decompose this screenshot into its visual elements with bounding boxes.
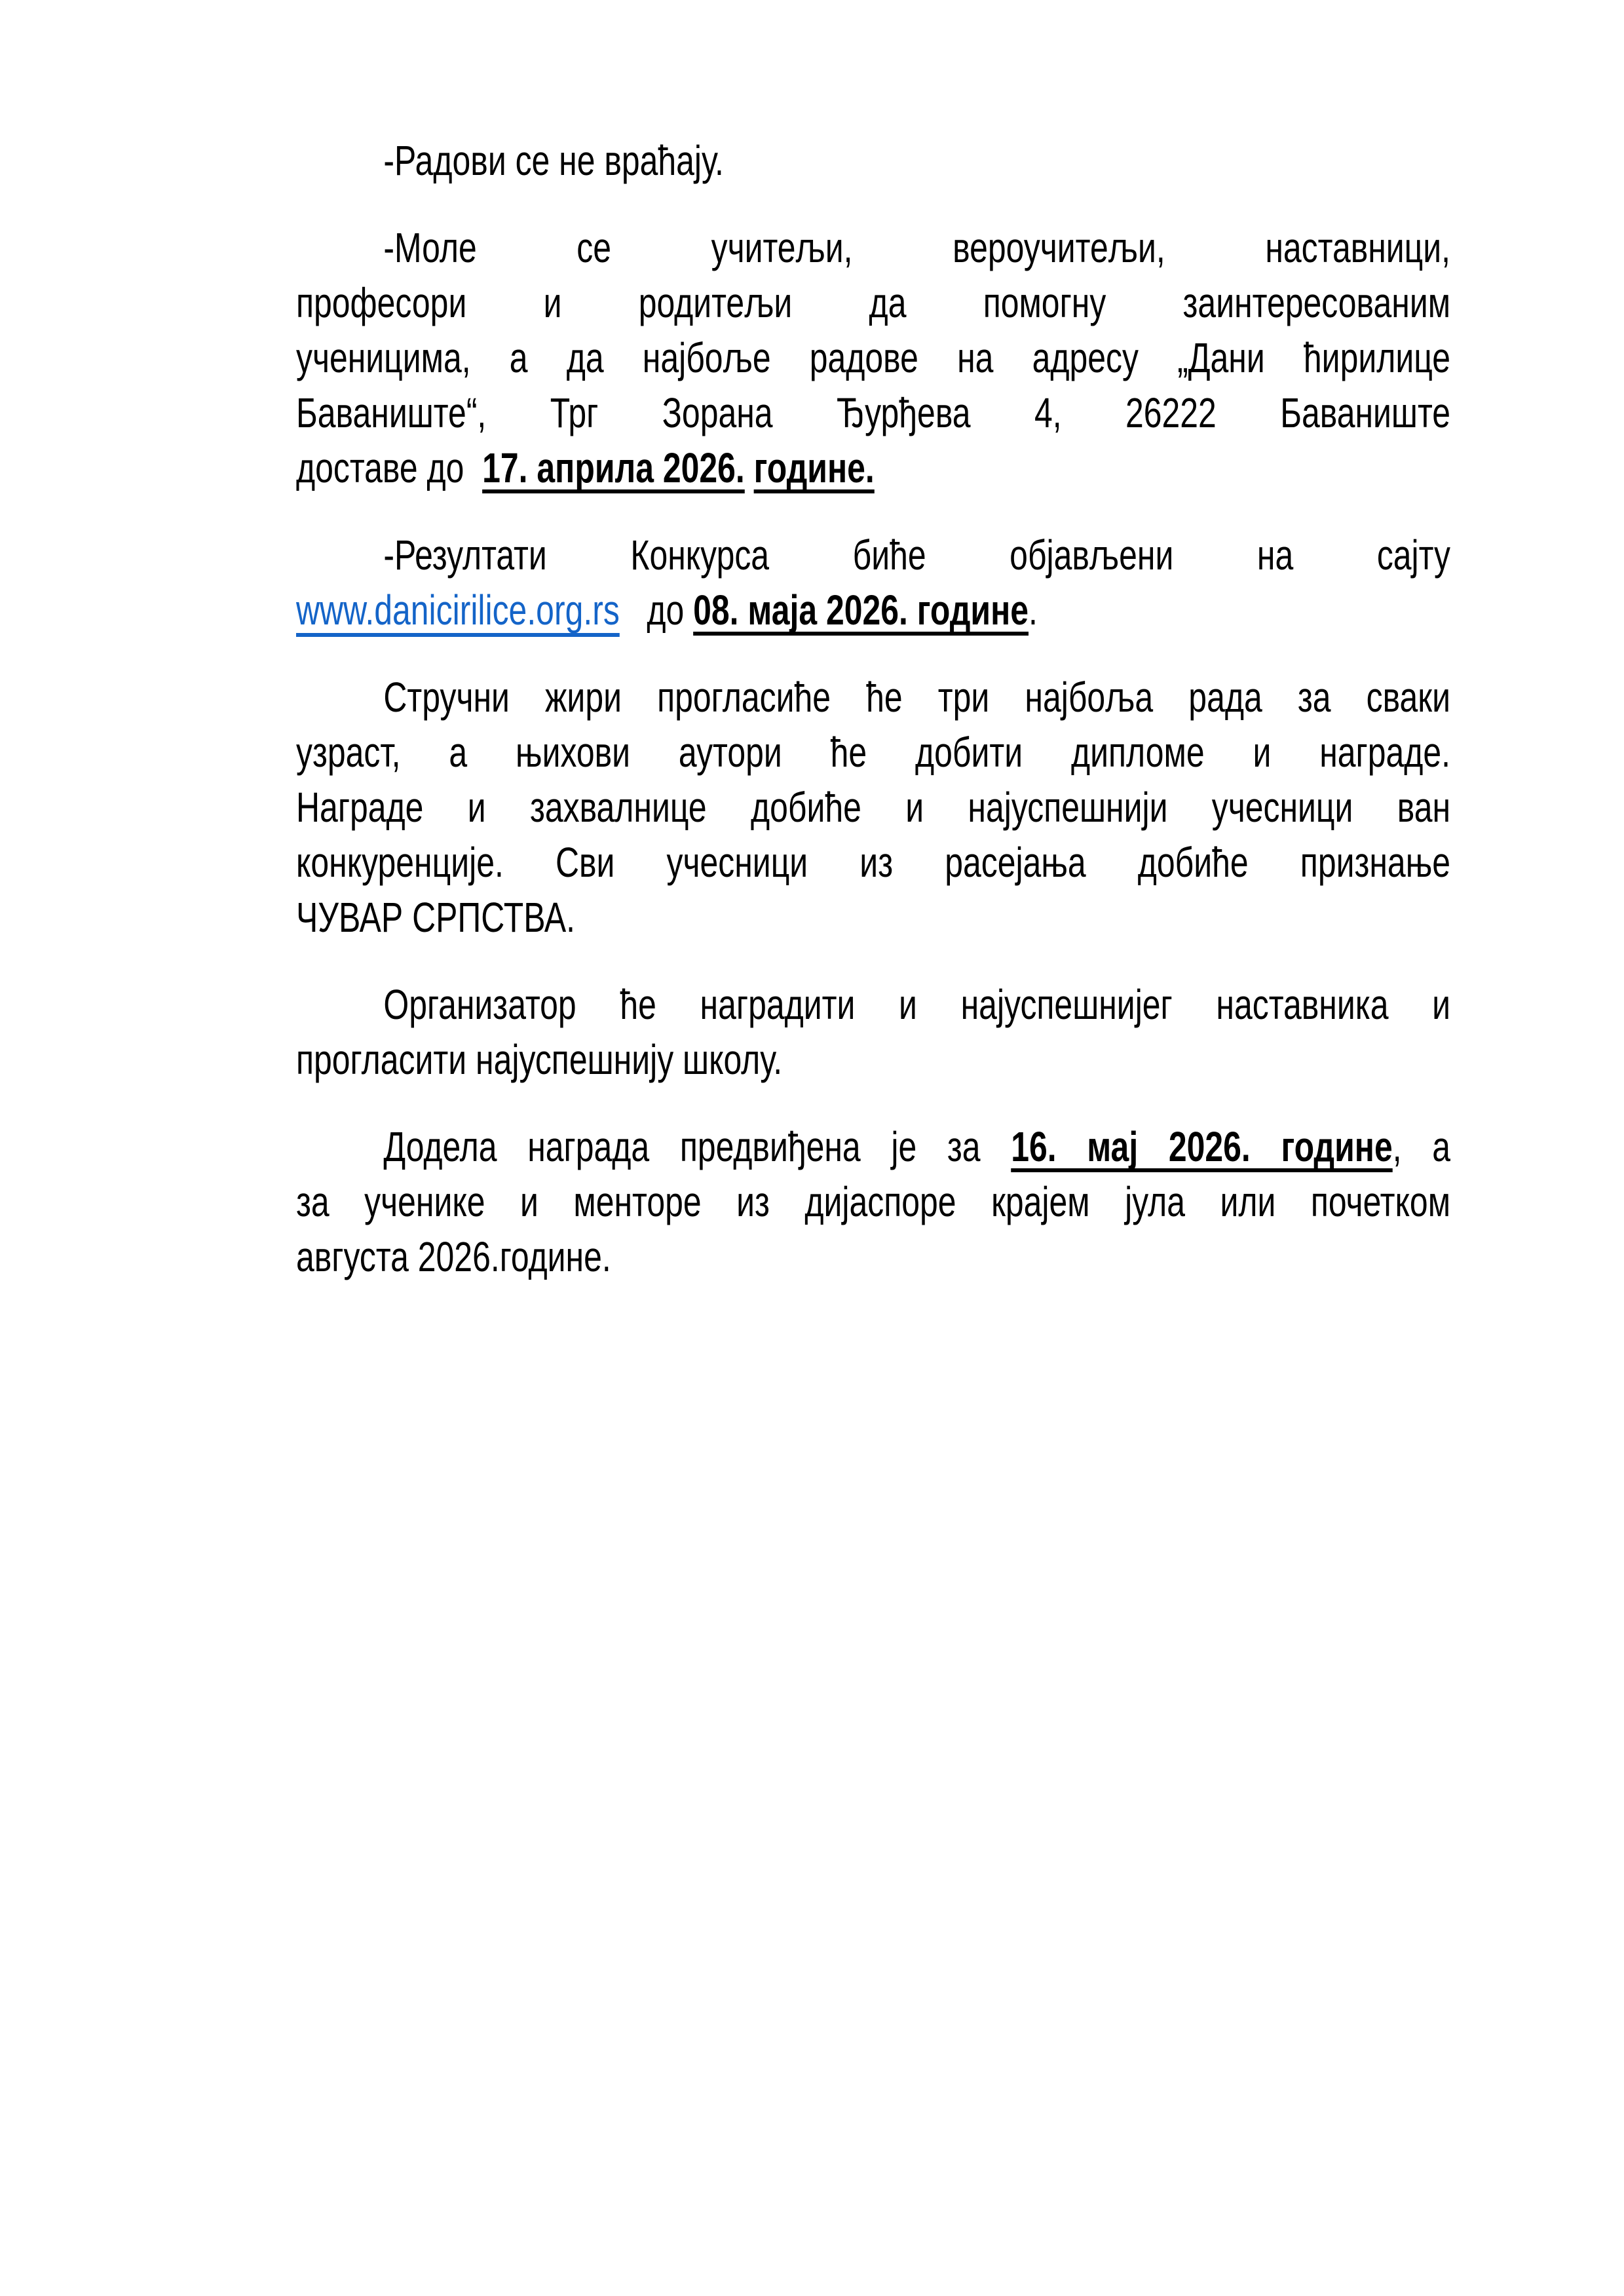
text-line (296, 670, 1450, 725)
text-run (745, 444, 754, 491)
emphasized-date: 17. априла 2026. (482, 444, 745, 491)
text-line (296, 220, 1450, 275)
text-run: ученицима, а да најбоље радове на адресу „Дани ћирилице (296, 334, 1451, 381)
paragraph-results-announcement (296, 527, 1450, 638)
emphasized-date: 16. мај 2026. године (1011, 1123, 1393, 1170)
text-line (296, 330, 1450, 385)
text-line (296, 890, 1450, 945)
text-line (296, 583, 1450, 638)
text-line (296, 835, 1450, 890)
emphasized-date: године. (753, 444, 875, 491)
text-line (296, 1119, 1450, 1174)
text-line (296, 440, 1450, 495)
text-line (296, 725, 1450, 780)
text-line (296, 275, 1450, 330)
text-line (296, 385, 1450, 440)
paragraph-organizer-awards (296, 977, 1450, 1087)
text-run: за ученике и менторе из дијаспоре крајем јула или почетком (296, 1178, 1451, 1225)
text-run: Стручни жири прогласиће ће три најбоља рада за сваки (383, 674, 1451, 721)
paragraph-works-not-returned (296, 133, 1450, 188)
text-line (296, 1229, 1450, 1284)
emphasized-date: 08. маја 2026. године (693, 586, 1029, 634)
document-body (296, 133, 1450, 1316)
text-line (296, 977, 1450, 1032)
text-run: . (1029, 586, 1038, 634)
text-run: прогласити најуспешнију школу. (296, 1036, 783, 1083)
text-run: Баваниште“, Трг Зорана Ђурђева 4, 26222 Баваниште (296, 389, 1451, 436)
text-line (296, 1174, 1450, 1229)
text-line (296, 1032, 1450, 1087)
text-run: -Резултати Конкурса биће објављени на сајту (383, 531, 1451, 579)
text-run: Додела награда предвиђена је за (383, 1123, 1011, 1170)
paragraph-jury-and-awards (296, 670, 1450, 945)
text-run: , а (1392, 1123, 1451, 1170)
text-run: ЧУВАР СРПСТВА. (296, 894, 576, 941)
text-line (296, 133, 1450, 188)
text-run: Награде и захвалнице добиће и најуспешнији учесници ван (296, 784, 1451, 831)
text-run: Организатор ће наградити и најуспешнијег наставника и (383, 981, 1451, 1028)
paragraph-submission-instructions (296, 220, 1450, 495)
text-run: узраст, а њихови аутори ће добити дипломе и награде. (296, 729, 1451, 776)
hyperlink-url[interactable]: www.danicirilice.org.rs (296, 586, 620, 634)
text-run: до (619, 586, 694, 634)
text-run: -Радови се не враћају. (383, 137, 724, 184)
text-line (296, 780, 1450, 835)
text-run: доставе до (296, 444, 483, 491)
text-run: конкуренције. Сви учесници из расејања добиће признање (296, 839, 1451, 886)
paragraph-award-ceremony-date (296, 1119, 1450, 1284)
text-run: професори и родитељи да помогну заинтересованим (296, 279, 1451, 326)
text-run: -Моле се учитељи, вероучитељи, наставници, (383, 224, 1451, 271)
text-run: августа 2026.године. (296, 1233, 611, 1280)
text-line (296, 527, 1450, 583)
